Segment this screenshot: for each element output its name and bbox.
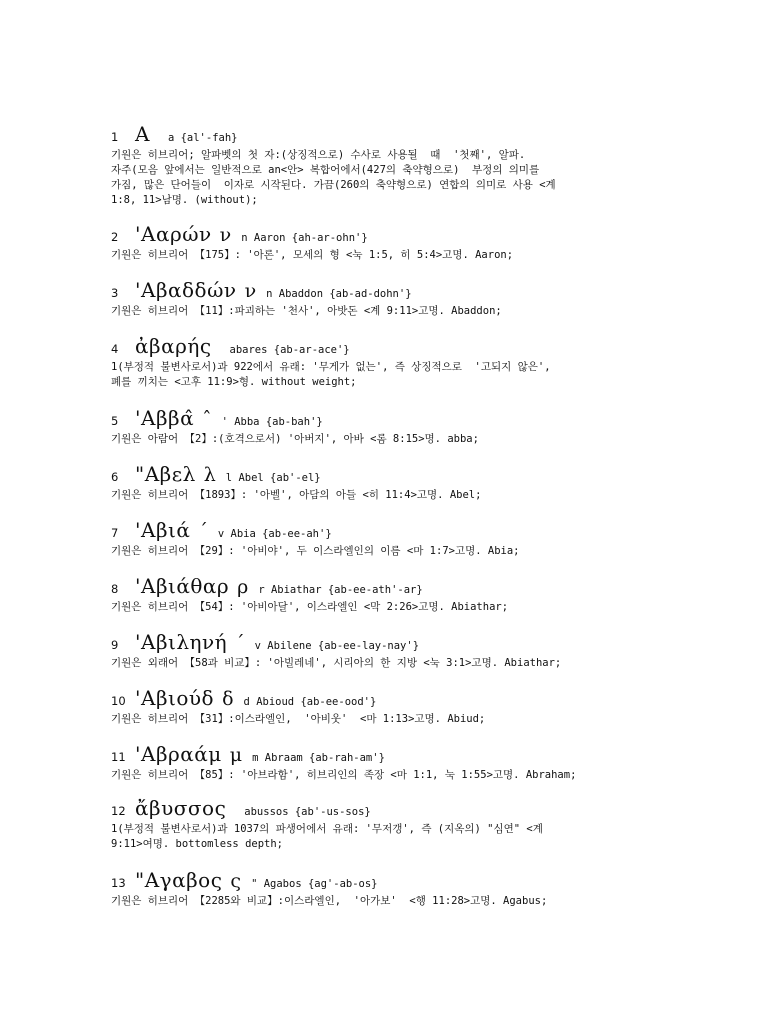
lexicon-entry [111, 122, 656, 208]
entry-number: 12 [111, 804, 126, 818]
greek-mark: ν [244, 280, 257, 302]
lexicon-entry [111, 868, 656, 909]
greek-headword: 'Αβιάθαρ [135, 574, 230, 598]
lexicon-entry [111, 278, 656, 319]
entry-definition: 기원은 히브리어 【31】:이스라엘인, '아비웃' <마 1:13>고명. Abiud; [111, 713, 486, 725]
lexicon-entry [111, 686, 656, 727]
entry-head [111, 278, 656, 302]
entry-definition: 기원은 히브리어 【1893】: '아벨', 아담의 아들 <히 11:4>고명. Abel; [111, 489, 482, 501]
transliteration: " Agabos {ag'-ab-os} [251, 878, 378, 890]
entry-definition: 기원은 아람어 【2】:(호격으로서) '아버지', 아바 <롬 8:15>명. abba; [111, 433, 479, 445]
entry-head [111, 462, 656, 486]
transliteration: v Abia {ab-ee-ah'} [217, 528, 332, 540]
greek-mark: ν [219, 224, 232, 246]
greek-headword: ἄβυσσος [135, 796, 227, 820]
entry-definition: 기원은 외래어 【58과 비교】: '아빌레네', 시리아의 한 지방 <눅 3:1>고명. Abiathar; [111, 657, 562, 669]
greek-mark: ˊ [235, 632, 245, 654]
entry-number: 1 [111, 130, 119, 144]
greek-mark: ˊ [198, 520, 208, 542]
transliteration: abussos {ab'-us-sos} [244, 806, 371, 818]
entry-definition: 기원은 히브리어 【85】: '아브라함', 히브리인의 족장 <마 1:1, 눅 1:55>고명. Abraham; [111, 769, 577, 781]
transliteration: n Aaron {ah-ar-ohn'} [241, 232, 368, 244]
greek-headword: A [135, 122, 150, 146]
greek-mark: λ [203, 464, 216, 486]
greek-headword: ἀβαρής [135, 334, 212, 358]
entry-number: 13 [111, 876, 126, 890]
entry-head [111, 122, 656, 146]
greek-headword: 'Αβιληνή [135, 630, 228, 654]
entry-head [111, 796, 656, 820]
entry-head [111, 334, 656, 358]
transliteration: n Abaddon {ab-ad-dohn'} [266, 288, 412, 300]
entry-number: 11 [111, 750, 126, 764]
transliteration: l Abel {ab'-el} [225, 472, 321, 484]
entry-definition: 기원은 히브리어 【2285와 비교】:이스라엘인, '아가보' <행 11:28>고명. Agabus; [111, 895, 548, 907]
entry-number: 5 [111, 414, 119, 428]
entry-number: 6 [111, 470, 119, 484]
transliteration: r Abiathar {ab-ee-ath'-ar} [258, 584, 423, 596]
entry-head [111, 868, 656, 892]
entry-head [111, 222, 656, 246]
greek-headword: 'Αβαδδών [135, 278, 237, 302]
greek-mark: ˆ [202, 408, 212, 430]
greek-headword: 'Αβιούδ [135, 686, 215, 710]
entry-number: 7 [111, 526, 119, 540]
entry-number: 2 [111, 230, 119, 244]
greek-headword: 'Αβιά [135, 518, 191, 542]
entry-head [111, 742, 656, 766]
lexicon-entry [111, 222, 656, 263]
entry-head [111, 406, 656, 430]
entry-definition: 1(부정적 불변사로서)과 1037의 파생어에서 유래: '무저갱', 즉 (지옥의) "심연" <계 9:11>여명. bottomless depth; [111, 823, 543, 850]
entry-head [111, 686, 656, 710]
greek-mark: ς [230, 870, 242, 892]
greek-mark: δ [222, 688, 234, 710]
greek-headword: 'Αββα̂ [135, 406, 195, 430]
lexicon-entry [111, 334, 656, 390]
lexicon-entry [111, 406, 656, 447]
transliteration: a {al'-fah} [167, 132, 238, 144]
greek-headword: "Αβελ [135, 462, 196, 486]
entry-number: 9 [111, 638, 119, 652]
lexicon-entry [111, 574, 656, 615]
entry-number: 10 [111, 694, 126, 708]
greek-mark: μ [229, 744, 243, 766]
entry-head [111, 574, 656, 598]
greek-mark: ρ [237, 576, 249, 598]
entry-definition: 기원은 히브리어 【11】:파괴하는 '천사', 아밧돈 <계 9:11>고명. Abaddon; [111, 305, 502, 317]
lexicon-entry [111, 742, 656, 783]
entry-definition: 기원은 히브리어 【29】: '아비야', 두 이스라엘인의 이름 <마 1:7>고명. Abia; [111, 545, 520, 557]
entry-definition: 기원은 히브리어 【175】: '아론', 모세의 형 <눅 1:5, 히 5:4>고명. Aaron; [111, 249, 514, 261]
greek-headword: 'Αβραάμ [135, 742, 222, 766]
greek-headword: "Αγαβος [135, 868, 223, 892]
transliteration: ' Abba {ab-bah'} [221, 416, 323, 428]
lexicon-entry [111, 796, 656, 852]
lexicon-entry [111, 630, 656, 671]
entry-definition: 기원은 히브리어; 알파벳의 첫 자:(상징적으로) 수사로 사용될 때 '첫째', 알파. 자주(모음 앞에서는 일반적으로 an<안> 복합어에서(427의 축약형으로) 부정의 의미를 가짐, 많은 단어들이 이자로 시작된다. 가끔(260의 축약형으로) 연합의 의미로 사용 <계 1:8, 11>남명. (without); [111, 149, 556, 206]
entry-number: 3 [111, 286, 119, 300]
lexicon-entry [111, 462, 656, 503]
transliteration: d Abioud {ab-ee-ood'} [243, 696, 377, 708]
entry-head [111, 518, 656, 542]
greek-headword: 'Ααρών [135, 222, 212, 246]
entry-definition: 기원은 히브리어 【54】: '아비아달', 이스라엘인 <막 2:26>고명. Abiathar; [111, 601, 509, 613]
transliteration: v Abilene {ab-ee-lay-nay'} [254, 640, 420, 652]
transliteration: m Abraam {ab-rah-am'} [252, 752, 385, 764]
transliteration: abares {ab-ar-ace'} [229, 344, 350, 356]
entry-number: 4 [111, 342, 119, 356]
entry-definition: 1(부정적 불변사로서)과 922에서 유래: '무게가 없는', 즉 상징적으로 '고되지 않은', 폐를 끼치는 <고후 11:9>형. without weight; [111, 361, 551, 388]
entry-number: 8 [111, 582, 119, 596]
entry-head [111, 630, 656, 654]
lexicon-entry [111, 518, 656, 559]
